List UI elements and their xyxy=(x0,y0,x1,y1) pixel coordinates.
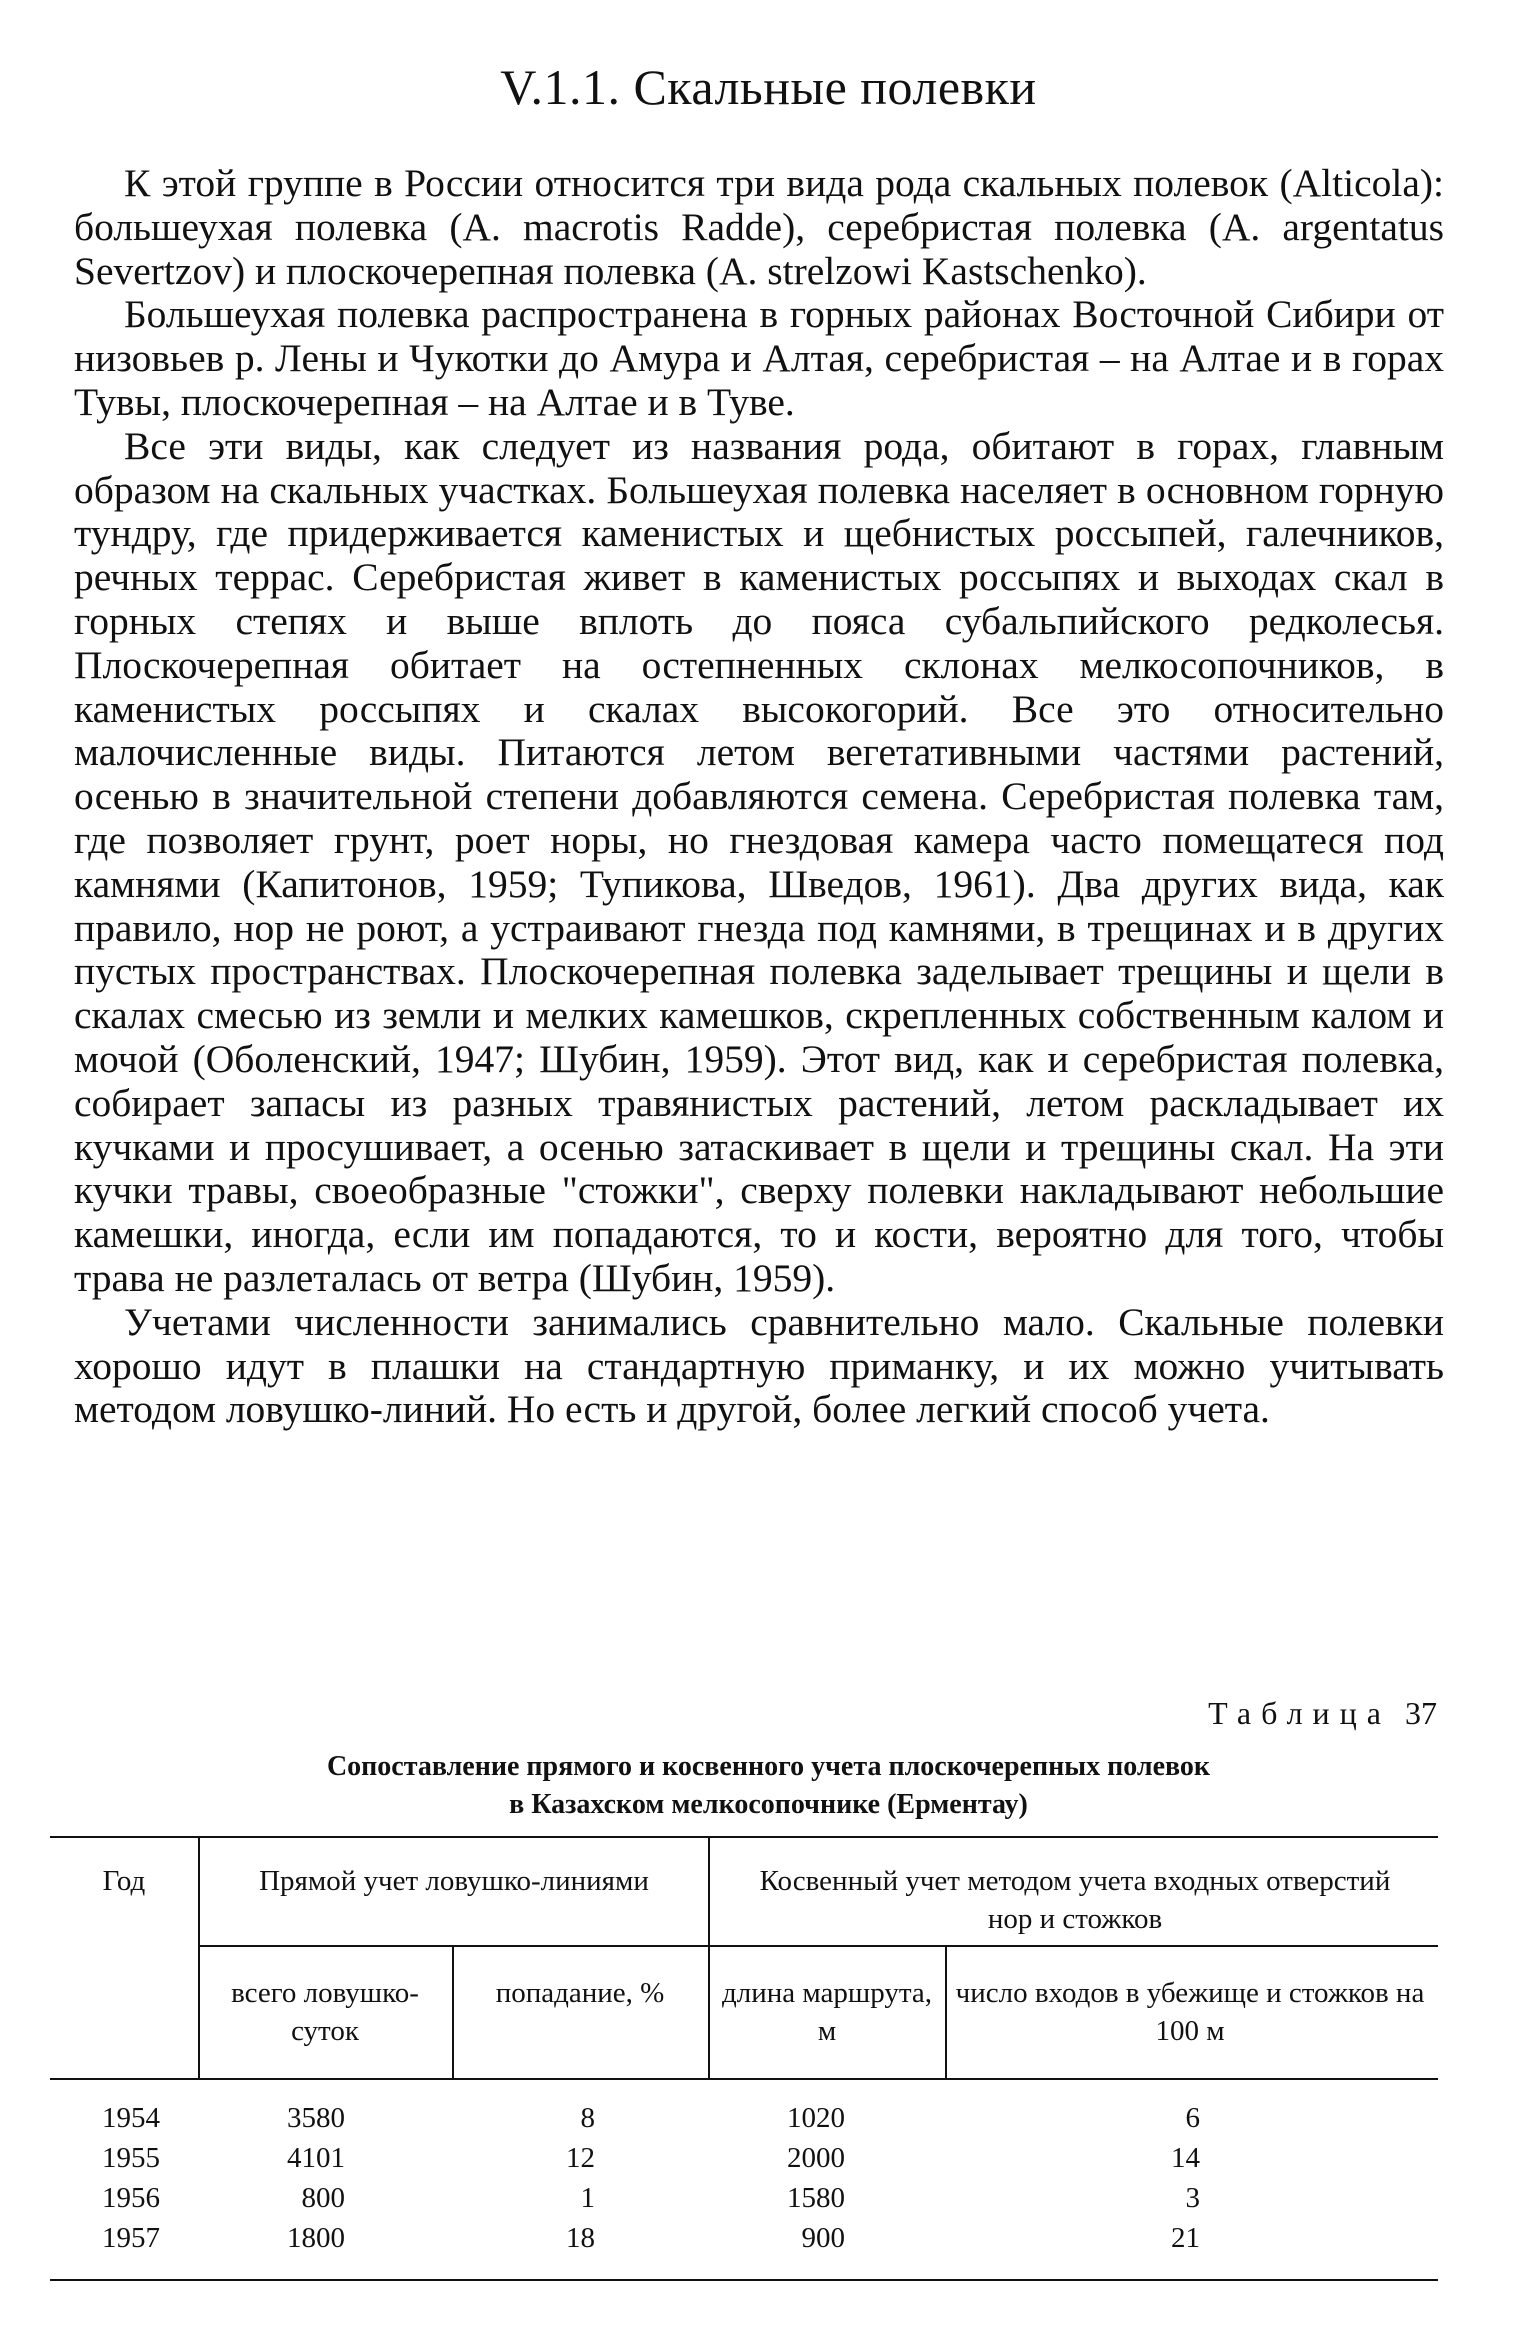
table-number-value: 37 xyxy=(1405,1695,1437,1731)
paragraph-3: Все эти виды, как следует из названия рода, обитают в горах, главным образом на скальных участках. Большеухая полевка населяет в основном горную тундру, где придерживается каменистых и щебнистых россыпей, галечников, речных террас. Серебристая живет в каменистых россыпях и выходах скал в горных степях и выше вплоть до пояса субальпийского редколесья. Плоскочерепная обитает на остепненных склонах мелкосопочников, в каменистых россыпях и скалах высокогорий. Все это относительно малочисленные виды. Питаются летом вегетативными частями растений, осенью в значительной степени добавляются семена. Серебристая полевка там, где позволяет грунт, роет норы, но гнездовая камера часто помещатеся под камнями (Капитонов, 1959; Тупикова, Шведов, 1961). Два других вида, как правило, нор не роют, а устраивают гнезда под камнями, в трещинах и в других пустых пространствах. Плоскочерепная полевка заделывает трещины и щели в скалах смесью из земли и мелких камешков, скрепленных собственным калом и мочой (Оболенский, 1947; Шубин, 1959). Этот вид, как и серебристая полевка, собирает запасы из разных травянистых растений, летом раскладывает их кучками и просушивает, а осенью затаскивает в щели и трещины скал. На эти кучки травы, своеобразные "стожки", сверху полевки накладывают небольшие камешки, иногда, если им попадаются, то и кости, вероятно для того, чтобы трава не разлеталась от ветра (Шубин, 1959). xyxy=(74,423,1444,1300)
cell-entrances: 6 xyxy=(1185,2102,1200,2134)
cell-route-length: 1020 xyxy=(787,2102,845,2134)
header-catch-pct: попадание, % xyxy=(495,1977,665,2009)
table-caption-line-2: в Казахском мелкосопочнике (Ерментау) xyxy=(509,1789,1028,1820)
header-year: Год xyxy=(102,1865,146,1897)
cell-entrances: 3 xyxy=(1185,2182,1200,2214)
cell-trap-days: 3580 xyxy=(287,2102,345,2134)
section-title: V.1.1. Скальные полевки xyxy=(500,59,1037,115)
cell-catch-pct: 18 xyxy=(566,2222,595,2254)
table-header-rule xyxy=(50,2078,1438,2080)
cell-year: 1956 xyxy=(102,2182,160,2214)
body-text xyxy=(74,162,1444,1432)
header-indirect: Косвенный учет методом учета входных отверстий нор и стожков xyxy=(759,1865,1391,1935)
cell-trap-days: 1800 xyxy=(287,2222,345,2254)
table-caption xyxy=(0,1748,1537,1824)
cell-route-length: 1580 xyxy=(787,2182,845,2214)
cell-year: 1955 xyxy=(102,2142,160,2174)
cell-trap-days: 4101 xyxy=(287,2142,345,2174)
header-direct: Прямой учет ловушко-линиями xyxy=(259,1865,649,1897)
cell-year: 1957 xyxy=(102,2222,160,2254)
cell-catch-pct: 8 xyxy=(580,2102,595,2134)
cell-catch-pct: 1 xyxy=(580,2182,595,2214)
table-number xyxy=(1208,1695,1437,1732)
cell-trap-days: 800 xyxy=(301,2182,345,2214)
table-bottom-rule xyxy=(50,2279,1438,2281)
cell-route-length: 2000 xyxy=(787,2142,845,2174)
table-label: Таблица xyxy=(1208,1695,1391,1731)
paragraph-4: Учетами численности занимались сравнительно мало. Скальные полевки хорошо идут в плашки на стандартную приманку, и их можно учитывать методом ловушко-линий. Но есть и другой, более легкий способ учета. xyxy=(74,1299,1444,1432)
table-vline-group xyxy=(708,1836,710,2078)
header-entrances: число входов в убежище и стожков на 100 м xyxy=(955,1977,1425,2047)
table-top-rule xyxy=(50,1836,1438,1838)
paragraph-2: Большеухая полевка распространена в горных районах Восточной Сибири от низовьев р. Лены и Чукотки до Амура и Алтая, серебристая – на Алтае и в горах Тувы, плоскочерепная – на Алтае и в Туве. xyxy=(74,292,1444,424)
header-trap-days: всего ловушко-суток xyxy=(231,1977,419,2047)
header-route-length: длина маршрута, м xyxy=(721,1977,932,2047)
cell-entrances: 14 xyxy=(1171,2142,1200,2174)
table-vline-indirect xyxy=(945,1945,947,2078)
table-subheader-rule xyxy=(198,1945,1438,1947)
paragraph-1: К этой группе в России относится три вида рода скальных полевок (Alticola): большеухая полевка (A. macrotis Radde), серебристая полевка (A. argentatus Severtzov) и плоскочерепная полевка (A. strelzowi Kastschenko). xyxy=(74,161,1444,293)
cell-entrances: 21 xyxy=(1171,2222,1200,2254)
table-vline-direct xyxy=(452,1945,454,2078)
cell-catch-pct: 12 xyxy=(566,2142,595,2174)
cell-year: 1954 xyxy=(102,2102,160,2134)
table-caption-line-1: Сопоставление прямого и косвенного учета плоскочерепных полевок xyxy=(326,1751,1211,1782)
cell-route-length: 900 xyxy=(801,2222,845,2254)
